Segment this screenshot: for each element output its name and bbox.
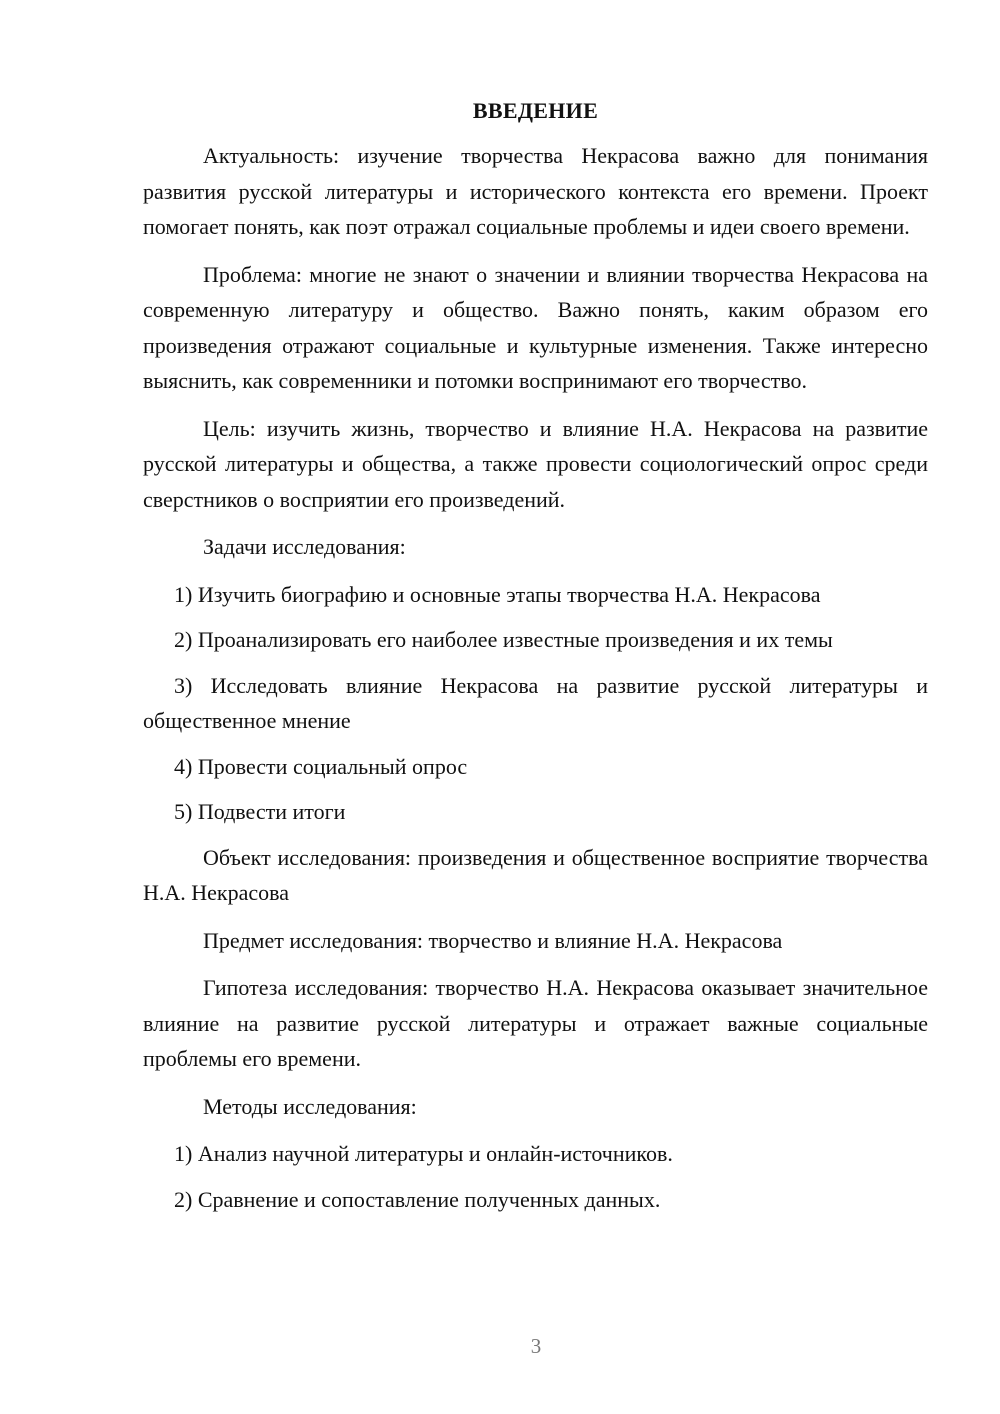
task-item-4: 4) Провести социальный опрос xyxy=(174,753,468,779)
paragraph-goal: Цель: изучить жизнь, творчество и влияние Н.А. Некрасова на развитие русской литературы и общества, а также провести социологический опрос среди сверстников о восприятии его произведений. xyxy=(143,415,928,512)
task-item-3: 3) Исследовать влияние Некрасова на развитие русской литературы и общественное мнение xyxy=(143,672,928,733)
tasks-heading: Задачи исследования: xyxy=(203,534,406,559)
page-number: 3 xyxy=(530,1334,542,1358)
method-item-1: 1) Анализ научной литературы и онлайн-источников. xyxy=(174,1141,673,1166)
task-item-1: 1) Изучить биографию и основные этапы творчества Н.А. Некрасова xyxy=(174,581,821,607)
section-title: ВВЕДЕНИЕ xyxy=(472,98,599,123)
paragraph-object: Объект исследования: произведения и общественное восприятие творчества Н.А. Некрасова xyxy=(143,844,928,905)
methods-heading: Методы исследования: xyxy=(203,1093,417,1119)
paragraph-subject: Предмет исследования: творчество и влияние Н.А. Некрасова xyxy=(203,927,783,953)
paragraph-problem: Проблема: многие не знают о значении и влиянии творчества Некрасова на современную литературу и общество. Важно понять, каким образом его произведения отражают социальные и культурные изменения. Также интересно выяснить, как современники и потомки воспринимают его творчество. xyxy=(143,261,928,393)
page-content xyxy=(143,96,928,1227)
paragraph-hypothesis: Гипотеза исследования: творчество Н.А. Некрасова оказывает значительное влияние на развитие русской литературы и отражает важные социальные проблемы его времени. xyxy=(143,975,928,1071)
task-item-5: 5) Подвести итоги xyxy=(174,799,346,824)
method-item-2: 2) Сравнение и сопоставление полученных данных. xyxy=(174,1186,661,1212)
paragraph-relevance: Актуальность: изучение творчества Некрасова важно для понимания развития русской литературы и исторического контекста его времени. Проект помогает понять, как поэт отражал социальные проблемы и идеи своего времени. xyxy=(143,143,928,239)
task-item-2: 2) Проанализировать его наиболее известные произведения и их темы xyxy=(174,627,833,652)
